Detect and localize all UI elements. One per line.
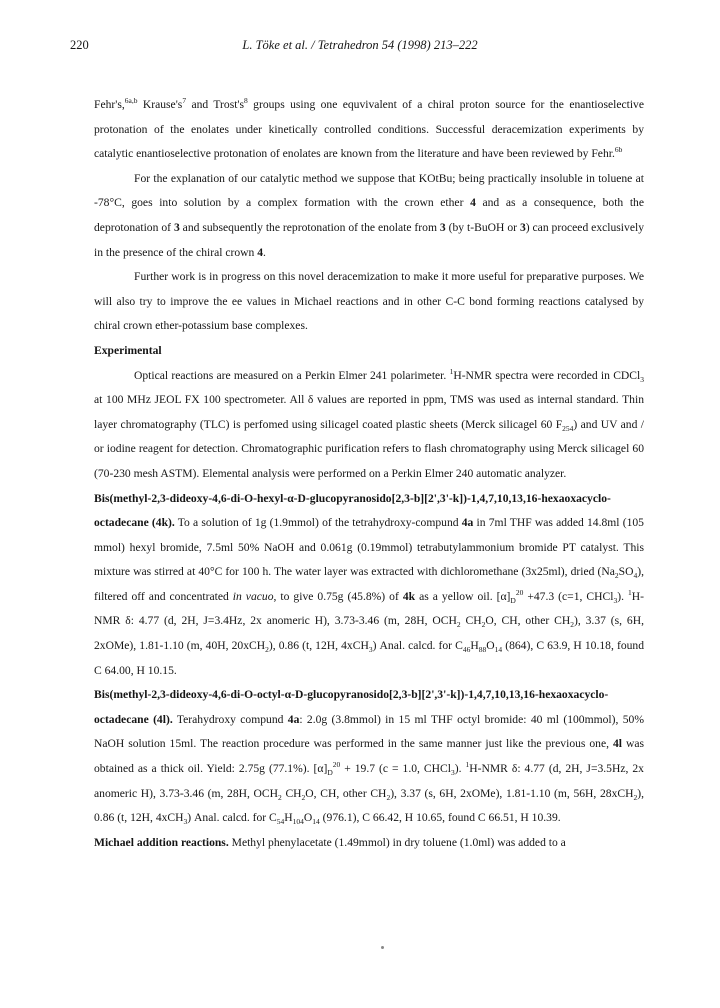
compound-4k-title: Bis(methyl-2,3-dideoxy-4,6-di-O-hexyl-α-D-glucopyranosido[2,3-b][2',3'-k])-1,4,7,10,13,16-hexaoxacyclo-octadecane (4k). — [94, 491, 611, 530]
compound-4l-paragraph: Bis(methyl-2,3-dideoxy-4,6-di-O-octyl-α-D-glucopyranosido[2,3-b][2',3'-k])-1,4,7,10,13,16-hexaoxacyclo-octadecane (4l). Terahydroxy compund 4a: 2.0g (3.8mmol) in 15 ml THF octyl bromide: 40 ml (100mmol), 50% NaOH solution 15ml. The reaction procedure was performed in the same manner just like the previous one, 4l was obtained as a thick oil. Yield: 2.75g (77.1%). $[\alpha]_D^{20} + 19.7$ (c = 1.0, CHCl$_3$). $^1$H-NMR δ: 4.77 (d, 2H, J=3.5Hz, 2x anomeric H), 3.73-3.46 (m, 28H, $OCH_2$ $CH_2O$, CH, other $CH_2$), 3.37 (s, 6H, 2xOMe), 1.81-1.10 (m, 56H, 28xCH$_2$), 0.86 (t, 12H, 4xCH$_3$) Anal. calcd. for $C_{54}H_{104}O_{14}$ (976.1), C 66.42, H 10.65, found C 66.51, H 10.39. — [94, 688, 644, 827]
section-heading-experimental: Experimental — [94, 343, 162, 357]
page-number: 220 — [70, 38, 89, 52]
paragraph-1: Fehr's,$^{6a,b}$ $Krause's^7$ and $Trost's^8$ groups using one equvivalent of a chiral proton source for the enantioselective protonation of the enolates under kinetically controlled conditions. Successful deracemization experiments by catalytic enantioselective protonation of enolates are known from the literature and have been reviewed by Fehr.$^{6b}$ — [94, 96, 644, 161]
paragraph-2: For the explanation of our catalytic method we suppose that KOtBu; being practically insoluble in toluene at -78°C, goes into solution by a complex formation with the crown ether 4 and as a consequence, both the deprotonation of 3 and subsequently the reprotonation of the enolate from 3 (by t-BuOH or 3) can proceed exclusively in the presence of the chiral crown 4. — [94, 171, 644, 259]
paragraph-3: Further work is in progress on this novel deracemization to make it more useful for preparative purposes. We will also try to improve the ee values in Michael reactions and in other C-C bond forming reactions catalysed by chiral crown ether-potassium base complexes. — [94, 270, 644, 333]
scan-speck — [381, 946, 384, 949]
running-head: L. Töke et al. / Tetrahedron 54 (1998) 213–222 — [242, 38, 478, 52]
compound-4l-title: Bis(methyl-2,3-dideoxy-4,6-di-O-octyl-α-D-glucopyranosido[2,3-b][2',3'-k])-1,4,7,10,13,16-hexaoxacyclo-octadecane (4l). — [94, 688, 609, 726]
michael-paragraph: Michael addition reactions. Methyl phenylacetate (1.49mmol) in dry toluene (1.0ml) was added to a — [94, 835, 566, 849]
article-body — [94, 93, 644, 855]
michael-title: Michael addition reactions. — [94, 835, 229, 849]
compound-4k-paragraph: Bis(methyl-2,3-dideoxy-4,6-di-O-hexyl-α-D-glucopyranosido[2,3-b][2',3'-k])-1,4,7,10,13,16-hexaoxacyclo-octadecane (4k). To a solution of 1g (1.9mmol) of the tetrahydroxy-compund 4a in 7ml THF was added 14.8ml (105 mmol) hexyl bromide, 7.5ml 50% NaOH and 0.061g (0.19mmol) tetrabutylammonium bromide PT catalyst. This mixture was stirred at 40°C for 100 h. The water layer was extracted with dichloromethane (3x25ml), dried $(Na_2SO_4)$, filtered off and concentrated in vacuo, to give 0.75g (45.8%) of 4k as a yellow oil. $[\alpha]_D^{20} +47.3$ (c=1, CHCl$_3$). $^1$H-NMR δ: 4.77 (d, 2H, J=3.4Hz, 2x anomeric H), 3.73-3.46 (m, 28H, $OCH_2$ $CH_2O$, CH, other $CH_2$), 3.37 (s, 6H, 2xOMe), 1.81-1.10 (m, 40H, 20xCH$_2$), 0.86 (t, 12H, 4xCH$_3$) Anal. calcd. for $C_{46}H_{88}O_{14}$ (864), C 63.9, H 10.18, found C 64.00, H 10.15. — [94, 491, 645, 677]
paragraph-instruments: Optical reactions are measured on a Perkin Elmer 241 polarimeter. $^1$H-NMR spectra were recorded in CDCl$_3$ at 100 MHz JEOL FX 100 spectrometer. All δ values are reported in ppm, TMS was used as internal standard. Thin layer chromatography (TLC) is perfomed using silicagel coated plastic sheets (Merck silicagel 60 $F_{254}$) and UV and / or iodine reagent for detection. Chromatographic purification refers to flash chromatography using Merck silicagel 60 (70-230 mesh ASTM). Elemental analysis were performed on a Perkin Elmer 240 automatic analyzer. — [94, 366, 645, 480]
